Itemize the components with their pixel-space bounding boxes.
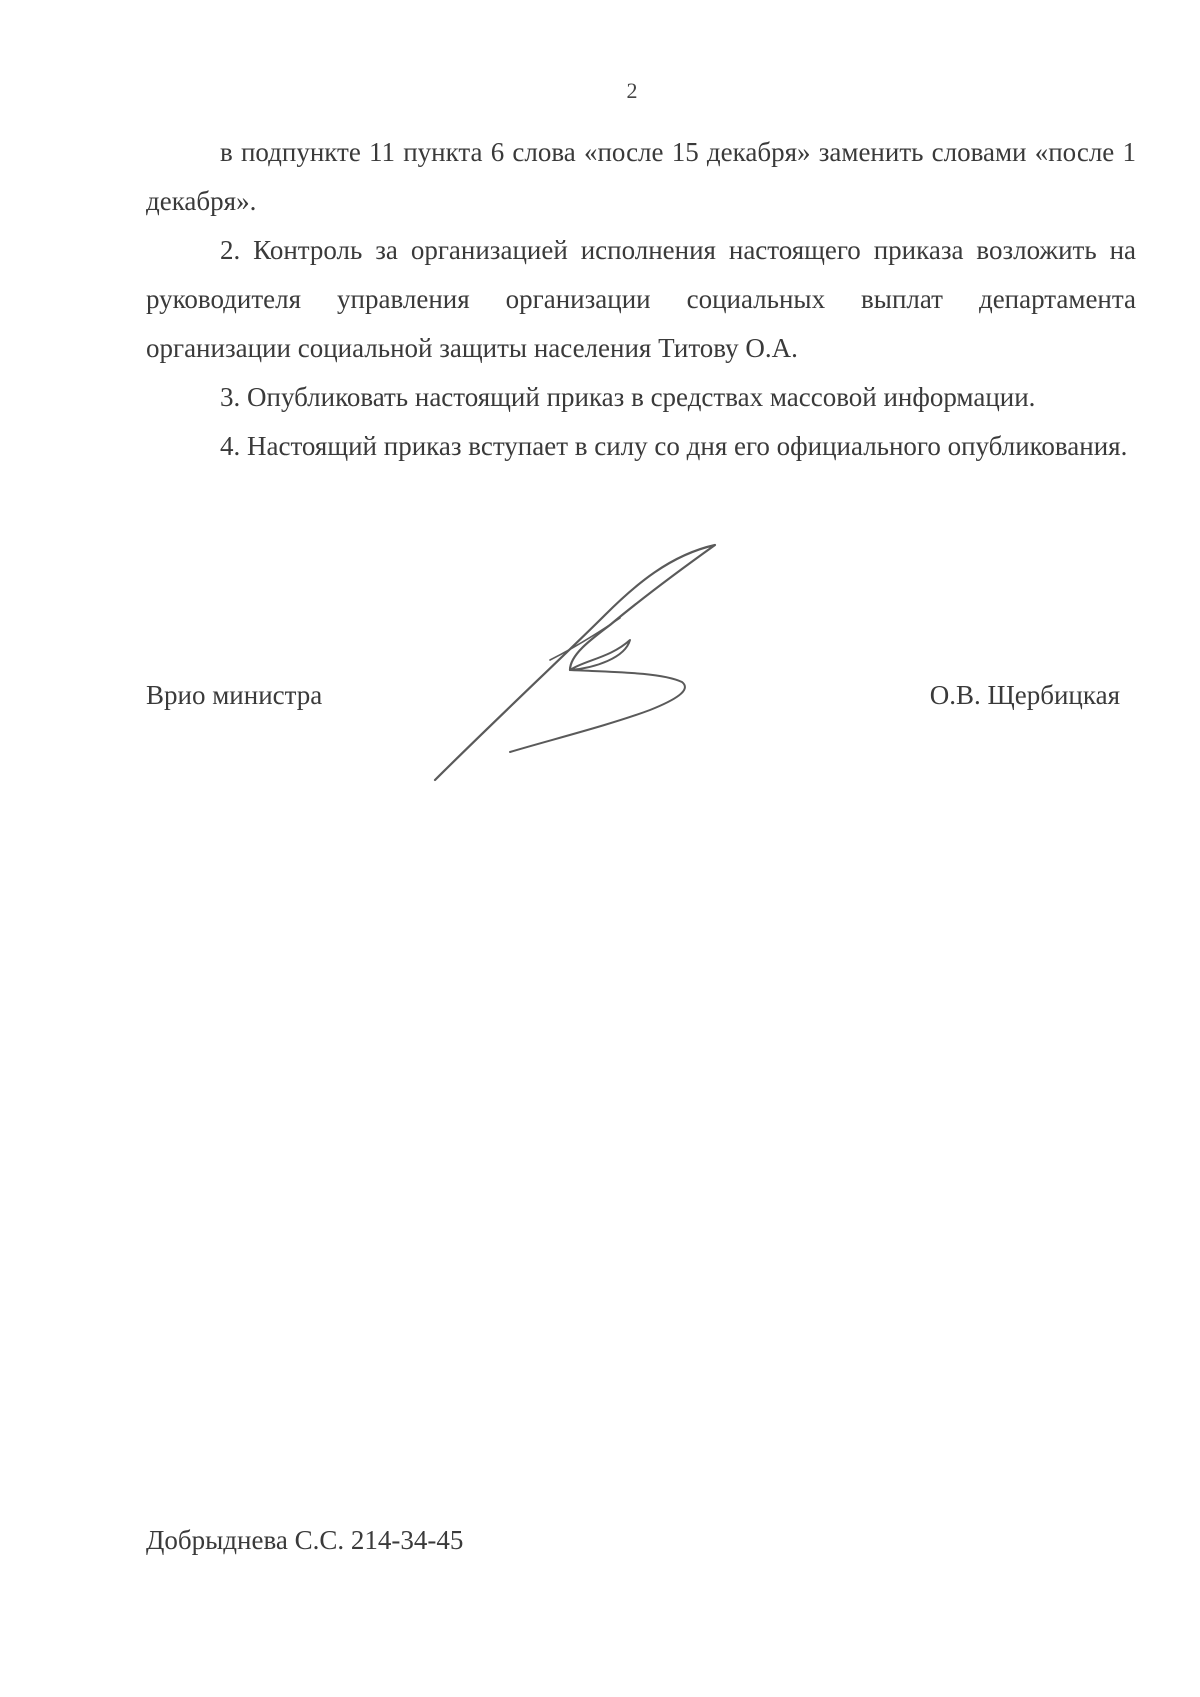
paragraph-publish: 3. Опубликовать настоящий приказ в средствах массовой информации. <box>220 382 1036 412</box>
paragraph-amendment: в подпункте 11 пункта 6 слова «после 15 декабря» заменить словами «после 1 декабря». <box>146 137 1136 216</box>
signer-title: Врио министра <box>146 680 323 710</box>
paragraph-control: 2. Контроль за организацией исполнения настоящего приказа возложить на руководителя управления организации социальных выплат департамента организации социальной защиты населения Титову О.А. <box>146 235 1136 363</box>
paragraph-effective: 4. Настоящий приказ вступает в силу со дня его официального опубликования. <box>220 431 1128 461</box>
signature-stroke-main <box>435 545 715 780</box>
page-number: 2 <box>626 78 638 103</box>
handwritten-signature <box>420 540 730 790</box>
signer-name: О.В. Щербицкая <box>929 680 1120 710</box>
document-body <box>146 128 1136 471</box>
signature-block <box>146 680 1120 720</box>
executor-contact: Добрыднева С.С. 214-34-45 <box>146 1525 464 1555</box>
